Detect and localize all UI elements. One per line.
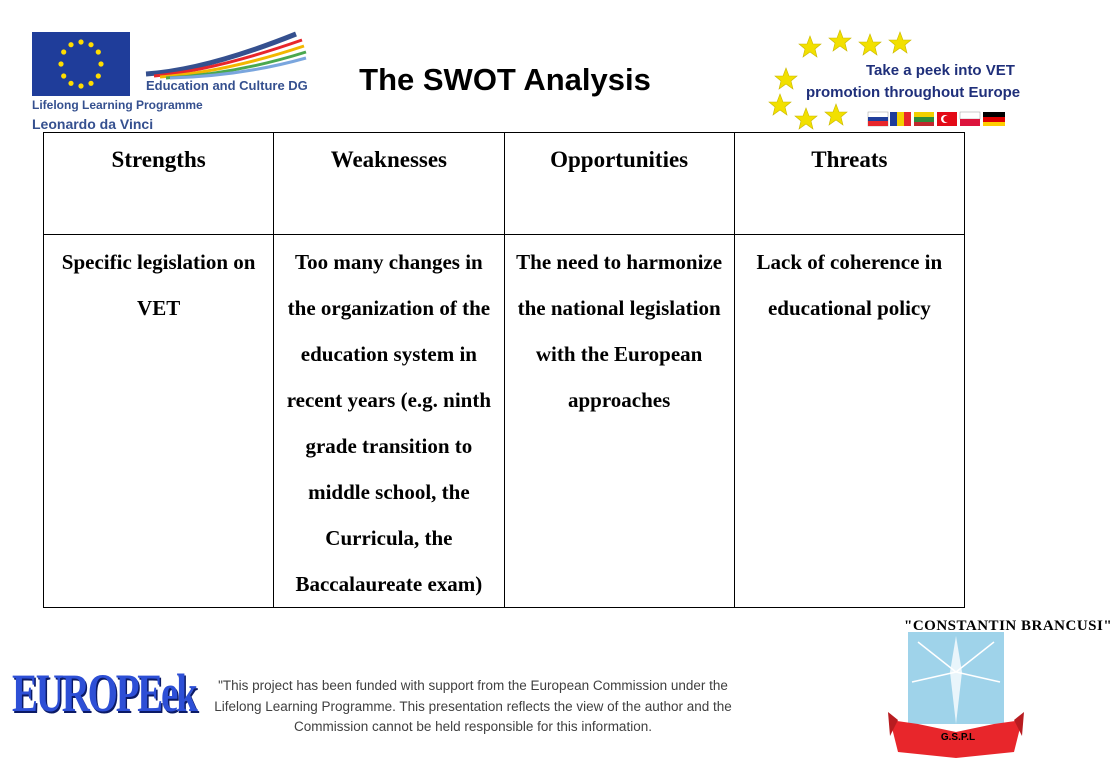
- peek-line-1: Take a peek into VET: [866, 62, 1015, 79]
- swot-header-row: [44, 133, 965, 235]
- cell-opportunities: The need to harmonize the national legislation with the European approaches: [504, 235, 734, 608]
- school-name-text: "CONSTANTIN BRANCUSI": [904, 618, 1112, 634]
- culture-swoosh-icon: [146, 30, 306, 83]
- eu-programme-logo: [22, 16, 314, 134]
- funding-disclaimer: "This project has been funded with support from the European Commission under the Lifelong Learning Programme. This presentation reflects the view of the author and the Commission cannot be held responsible for this information.: [214, 678, 732, 734]
- school-logo: [888, 612, 1112, 760]
- swot-table: [43, 132, 965, 608]
- europeek-logo: [8, 652, 196, 736]
- peek-project-logo: [770, 28, 1021, 132]
- header-strengths: Strengths: [44, 133, 274, 235]
- page-title: The SWOT Analysis: [359, 62, 651, 97]
- eu-subprogramme-text: Leonardo da Vinci: [32, 116, 154, 132]
- cell-strengths: Specific legislation on VET: [44, 235, 274, 608]
- cell-weaknesses: Too many changes in the organization of the education system in recent years (e.g. ninth grade transition to middle school, the Curricula, the Baccalaureate exam): [274, 235, 504, 608]
- header-threats: Threats: [734, 133, 964, 235]
- eu-programme-text: Lifelong Learning Programme: [32, 98, 203, 112]
- peek-line-2: promotion throughout Europe: [806, 84, 1021, 101]
- header-weaknesses: Weaknesses: [274, 133, 504, 235]
- school-badge-text: G.S.P.L: [940, 732, 976, 743]
- eu-dg-text: Education and Culture DG: [146, 78, 308, 93]
- header-opportunities: Opportunities: [504, 133, 734, 235]
- eu-flag-icon: [32, 32, 130, 96]
- europeek-logo-text: EUROPEek: [12, 663, 196, 723]
- cell-threats: Lack of coherence in educational policy: [734, 235, 964, 608]
- stars-and-flags-icon: [770, 28, 1010, 132]
- swot-content-row: [44, 235, 965, 608]
